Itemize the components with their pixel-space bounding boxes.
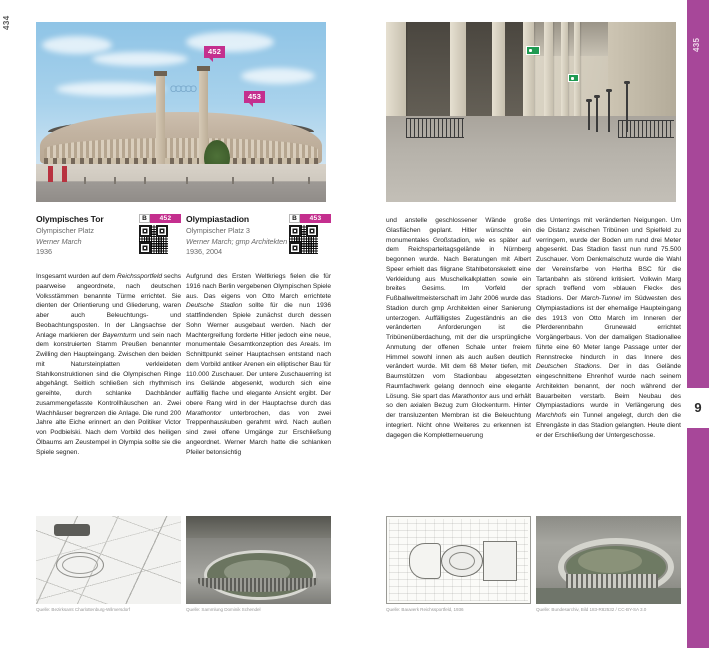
foreground-ground <box>536 588 681 604</box>
handrail <box>406 118 464 138</box>
bollard <box>114 177 116 184</box>
figure-image <box>186 516 331 604</box>
chapter-tab-number[interactable]: 9 <box>687 388 709 428</box>
lamp-post <box>596 98 598 132</box>
site-plan-drawing <box>386 516 531 604</box>
cloud-shape <box>92 52 188 66</box>
lamp-post <box>588 102 590 130</box>
map-building <box>54 524 90 536</box>
figure-aerial-olympiastadion <box>536 516 681 612</box>
entry-address: Olympischer Platz 3 <box>186 226 250 235</box>
bollard <box>308 177 310 184</box>
qr-finder-bottom-left <box>139 242 151 254</box>
entry-address: Olympischer Platz <box>36 226 94 235</box>
historic-site-map <box>36 516 181 604</box>
historic-aerial-photo <box>186 516 331 604</box>
lamp-post <box>626 84 628 132</box>
body-column-3: und anstelle geschlossener Wände große Glasflächen geplant. Hitler wünschte ein monumentales Großstadion, wie es später auf dem Reichsparteitagsgelände in Nürnberg begonnen wurde. Nach Beratungen mit Albert Speer erhielt das filigrane Stahlbetonskelett eine Verkleidung aus Muschelkalkplatten sowie ein breites Gesims. Im Vorfeld der Fußballweltmeisterschaft im Jahr 2006 wurde das Stadion durch gmp Architekten einer Sanierung unterzogen. Auffälligstes Zugeständnis an die veränderten Anforderungen ist die Tribünenüberdachung, mit der die ursprüngliche Anmutung der offenen Schale unter freiem Himmel sowohl innen als auch außen deutlich verändert wurde. Mit dem 68 Meter tiefen, mit Baumstützen vom Stadionbau abgesetzten Raumfachwerk gelang dennoch eine elegante Lösung. Sie spart das Marathontor aus und erhält so den axialen Bezug zum Glockenturm. Hinter der transluzenten Membran ist die Beleuchtung integriert. Nicht ohne Weiteres zu erkennen ist dagegen die Kompletterneuerung <box>386 217 531 439</box>
map-marker-453[interactable]: 453 <box>244 91 265 103</box>
historic-aerial-photo <box>536 516 681 604</box>
figure-image <box>386 516 531 604</box>
bollard <box>84 177 86 184</box>
figure-caption: Quelle: Sammlung Dominik Schendel <box>186 607 261 612</box>
bollard <box>232 177 234 184</box>
figure-caption: Quelle: Bezirksamt Charlottenburg-Wilmersdorf <box>36 607 130 612</box>
cloud-shape <box>42 36 112 54</box>
kiosk <box>48 166 53 182</box>
cloud-shape <box>241 68 315 84</box>
olympic-rings-icon: OOOOO <box>170 84 196 94</box>
emergency-exit-sign-icon <box>526 46 540 55</box>
figure-caption: Quelle: Bauwerk Reichssportfeld, 1936 <box>386 607 464 612</box>
chapter-label: Messe und Olympia <box>677 64 687 148</box>
body-column-1: Insgesamt wurden auf dem Reichssportfeld sechs paarweise angeordnete, nach deutschen Volksstämmen benannte Türme errichtet. Sie dienten der Orientierung und Gliederung, waren aber auch Beleuchtungs- und Beobachtungsposten. In der Längsachse der Anlage markieren der Bayernturm und sein nach dem konstruierten Stamm Preußen benannter Zwilling den Haupteingang. Zwischen den beiden mit Natursteinplatten verkleideten Stahlkonstruktionen sind die Olympischen Ringe abgehängt. Seitlich schließen sich rhythmisch gereihte, durch schlanke Dachbänder zusammengefasste Kontrollhäuschen an. Zwei Wachhäuser begrenzen die Anlage. Die rund 200 Jahre alte Eiche erinnert an den Politiker Victor von Podbielski. Nach dem Vorbild des heiligen Ölbaums am Zeustempel in Olympia sollte sie die Spiele segnen. <box>36 273 181 456</box>
qr-code[interactable] <box>139 225 168 254</box>
figure-reichssportfeld-plan <box>386 516 531 612</box>
badge-row <box>289 214 331 223</box>
photo-credit <box>371 0 383 34</box>
chapter-sidebar <box>677 0 709 648</box>
cloud-shape <box>56 82 166 96</box>
tower-cap <box>197 66 210 71</box>
sidebar-band-bottom <box>687 428 709 648</box>
right-folio-number: 435 <box>692 37 701 52</box>
tower-cap <box>154 71 167 76</box>
plaza-ground <box>36 164 326 202</box>
emergency-exit-sign-icon <box>568 74 579 82</box>
kiosk <box>62 166 67 182</box>
bollard <box>272 177 274 184</box>
entry-architect: Werner March <box>36 236 82 246</box>
map-stadium-inner <box>62 556 98 574</box>
figure-caption: Quelle: Bundesarchiv, Bild 183-R82532 / CC-BY-SA 3.0 <box>536 607 647 612</box>
figure-site-map <box>36 516 181 612</box>
entry-year: 1936 <box>36 247 53 256</box>
body-column-4: des Unterrings mit veränderten Neigungen. Um die Distanz zwischen Tribünen und Spielfeld zu verringern, wurde der Boden um rund drei Meter abgesenkt. Das Stadion fasst nun rund 75.500 Zuschauer. Vom Denkmalschutz wurde die Wahl der Vereinsfarbe von Hertha BSC für die Tartanbahn als störend kritisiert. Volkwin Marg sprach treffend vom »blauen Fleck« des Stadions. Der March-Tunnel im Südwesten des Olympiastadions ist der ehemalige Haupteingang des 1913 von Otto March im Inneren der Pferderennbahn Grunewald errichtet Vorgängerbaus. Von der damaligen Stadionallee führte eine 60 Meter lange Passage unter der Rennstrecke hindurch in das Innere des Deutschen Stadions. Der in das Gelände eingeschnittene Ehrenhof wurde nach seinem Architekten benannt, der noch während der Bauarbeiten verstarb. Beim Neubau des Olympiastadions wurde in Verlängerung des Marchhofs ein Tunnel angelegt, durch den die Ehrengäste in das Stadion gelangten. Heute dient er der Erschließung der Untergeschosse. <box>536 217 681 439</box>
plan-stadium-infield <box>449 552 475 570</box>
bayernturm-tower <box>156 75 165 170</box>
qr-code[interactable] <box>289 225 318 254</box>
entry-year: 1936, 2004 <box>186 247 223 256</box>
stadium-ambulatory-photo <box>386 22 676 202</box>
plan-swimming-stadium <box>409 543 441 579</box>
bollard <box>186 177 188 184</box>
badge-letter: B <box>139 214 150 223</box>
figure-image <box>36 516 181 604</box>
entry-badge-452[interactable] <box>139 214 181 254</box>
entry-title: Olympisches Tor <box>36 214 104 224</box>
plan-maifeld <box>483 541 517 581</box>
cloud-shape <box>186 32 274 52</box>
badge-letter: B <box>289 214 300 223</box>
stadium-pitch <box>578 549 642 573</box>
horizon-band <box>186 516 331 538</box>
figure-aerial-racetrack <box>186 516 331 612</box>
qr-finder-bottom-left <box>289 242 301 254</box>
badge-number: 452 <box>150 214 181 223</box>
body-column-2: Aufgrund des Ersten Weltkriegs fielen die für 1916 nach Berlin vergebenen Olympischen Spiele aus. Das eigens von Otto March errichtete Deutsche Stadion sollte für die nun 1936 stattfindenden Spiele zunächst durch dessen Sohn Werner ausgebaut werden. Nach der Machtergreifung forderte Hitler jedoch eine neue, monumentale Gesamtkonzeption des Areals. Im Schnittpunkt seiner Hauptachsen entstand nach dem Vorbild antiker Arenen ein elliptischer Bau für 110.000 Zuschauer. Der untere Zuschauerring ist ins Gelände abgesenkt, wodurch sich eine auffällig flache und elegante Ansicht ergibt. Der obere Rang wird in der Hauptachse durch das Marathontor unterbrochen, das von zwei Treppenhauskuben gerahmt wird. Nach außen sind zwei offene Umgänge zur Erschließung angeordnet. Werner March hatte die schlanken Pfeiler betonsichtig <box>186 273 332 456</box>
olympic-gate-photo <box>36 22 326 202</box>
entry-architect: Werner March; gmp Architekten <box>186 236 288 246</box>
bollard <box>144 177 146 184</box>
left-folio-number: 434 <box>2 15 11 30</box>
badge-number: 453 <box>300 214 331 223</box>
lamp-post <box>608 92 610 132</box>
figure-image <box>536 516 681 604</box>
badge-row <box>139 214 181 223</box>
entry-badge-453[interactable] <box>289 214 331 254</box>
entry-title: Olympiastadion <box>186 214 250 224</box>
stadium-colonnade <box>44 138 318 158</box>
map-marker-452[interactable]: 452 <box>204 46 225 58</box>
